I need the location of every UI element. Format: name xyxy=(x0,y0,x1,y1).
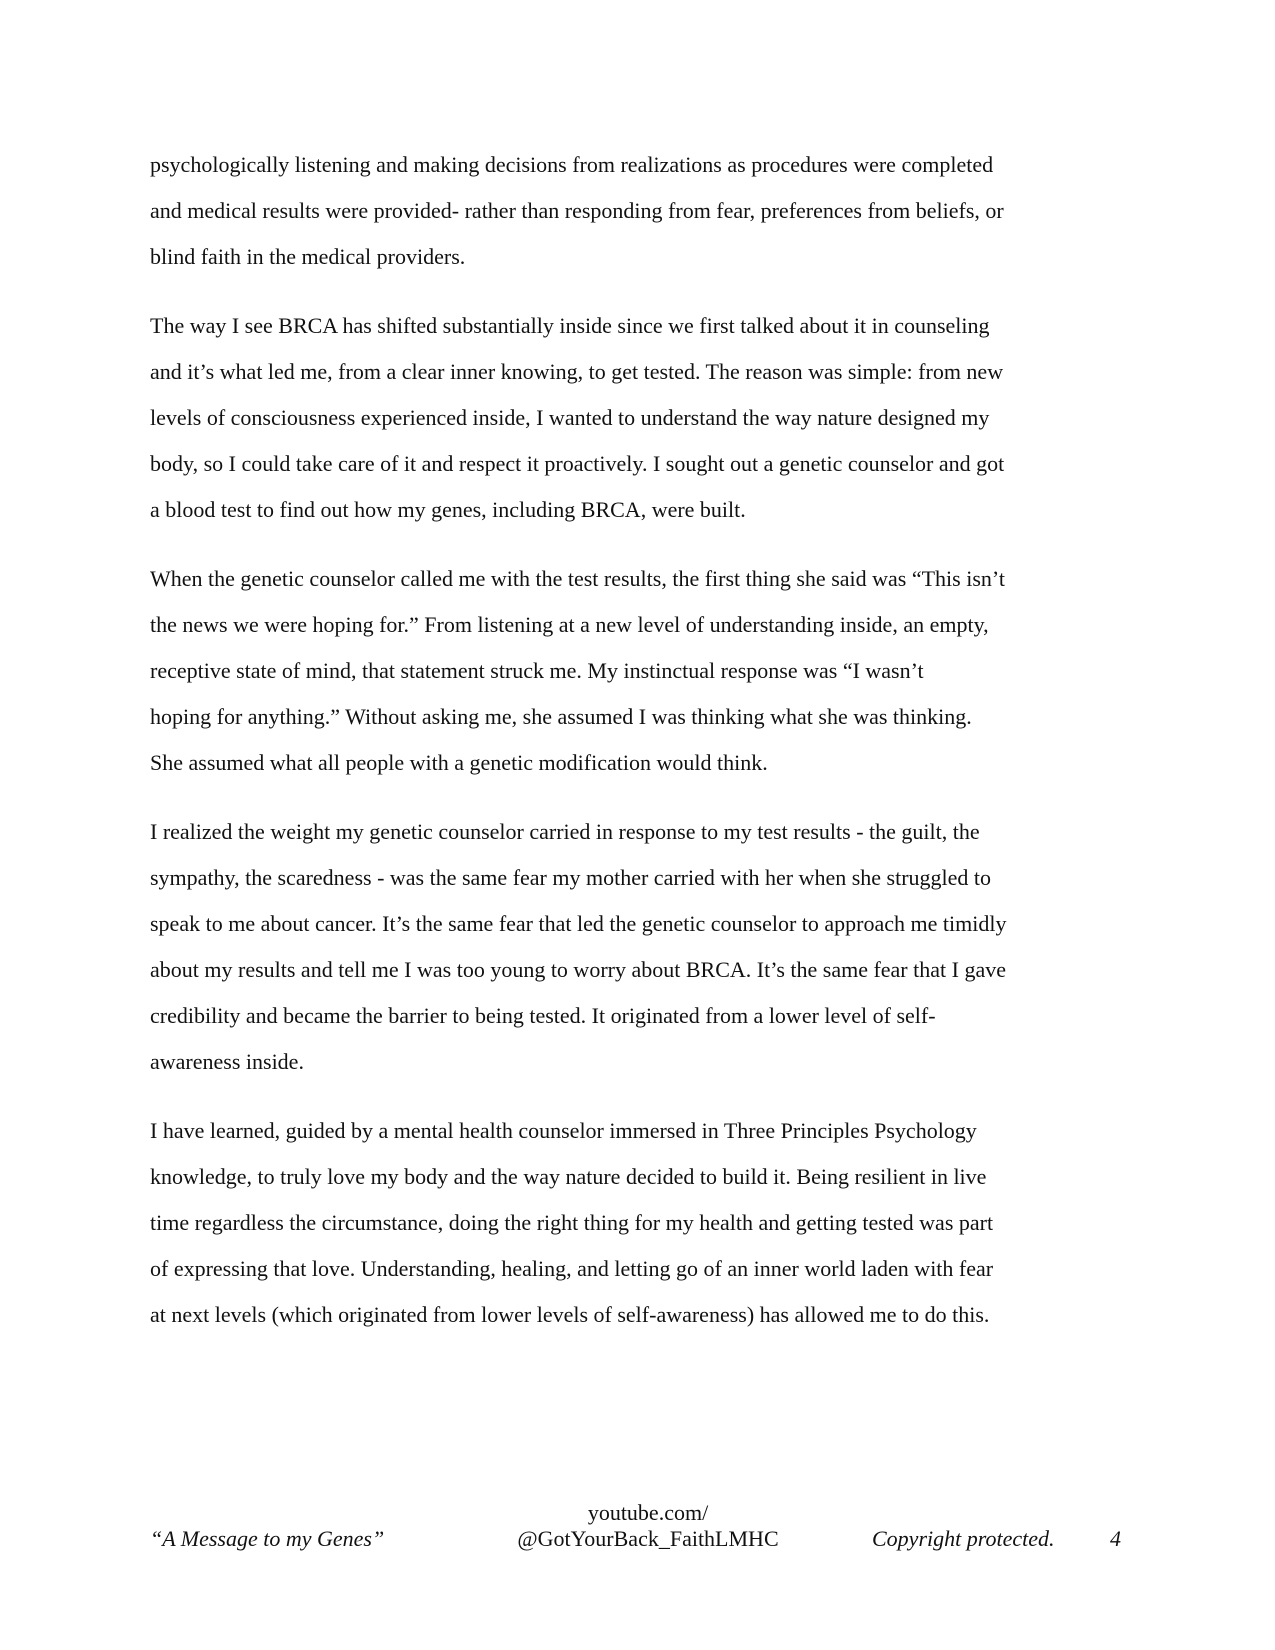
document-body xyxy=(150,142,1135,1361)
page-footer xyxy=(150,1500,1135,1560)
body-paragraph-4: I realized the weight my genetic counselor carried in response to my test results - the guilt, the sympathy, the scaredness - was the same fear my mother carried with her when she struggled to speak to me about cancer. It’s the same fear that led the genetic counselor to approach me timidly about my results and tell me I was too young to worry about BRCA. It’s the same fear that I gave credibility and became the barrier to being tested. It originated from a lower level of self- awareness inside. xyxy=(150,819,1007,1074)
body-paragraph-5: I have learned, guided by a mental health counselor immersed in Three Principles Psychology knowledge, to truly love my body and the way nature decided to build it. Being resilient in live time regardless the circumstance, doing the right thing for my health and getting tested was part of expressing that love. Understanding, healing, and letting go of an inner world laden with fear at next levels (which originated from lower levels of self-awareness) has allowed me to do this. xyxy=(150,1118,994,1327)
footer-youtube-link[interactable]: youtube.com/ @GotYourBack_FaithLMHC xyxy=(517,1500,779,1551)
body-paragraph-1: psychologically listening and making decisions from realizations as procedures were completed and medical results were provided- rather than responding from fear, preferences from beliefs, or blind faith in the medical providers. xyxy=(150,152,1004,269)
footer-document-title: “A Message to my Genes” xyxy=(150,1526,385,1551)
body-paragraph-3: When the genetic counselor called me with the test results, the first thing she said was “This isn’t the news we were hoping for.” From listening at a new level of understanding inside, an empty, receptive state of mind, that statement struck me. My instinctual response was “I wasn’t hoping for anything.” Without asking me, she assumed I was thinking what she was thinking. She assumed what all people with a genetic modification would think. xyxy=(150,566,1005,775)
footer-copyright-notice: Copyright protected. xyxy=(872,1526,1055,1551)
footer-page-number: 4 xyxy=(1110,1526,1121,1551)
body-paragraph-2: The way I see BRCA has shifted substantially inside since we first talked about it in counseling and it’s what led me, from a clear inner knowing, to get tested. The reason was simple: from new levels of consciousness experienced inside, I wanted to understand the way nature designed my body, so I could take care of it and respect it proactively. I sought out a genetic counselor and got a blood test to find out how my genes, including BRCA, were built. xyxy=(150,313,1005,522)
